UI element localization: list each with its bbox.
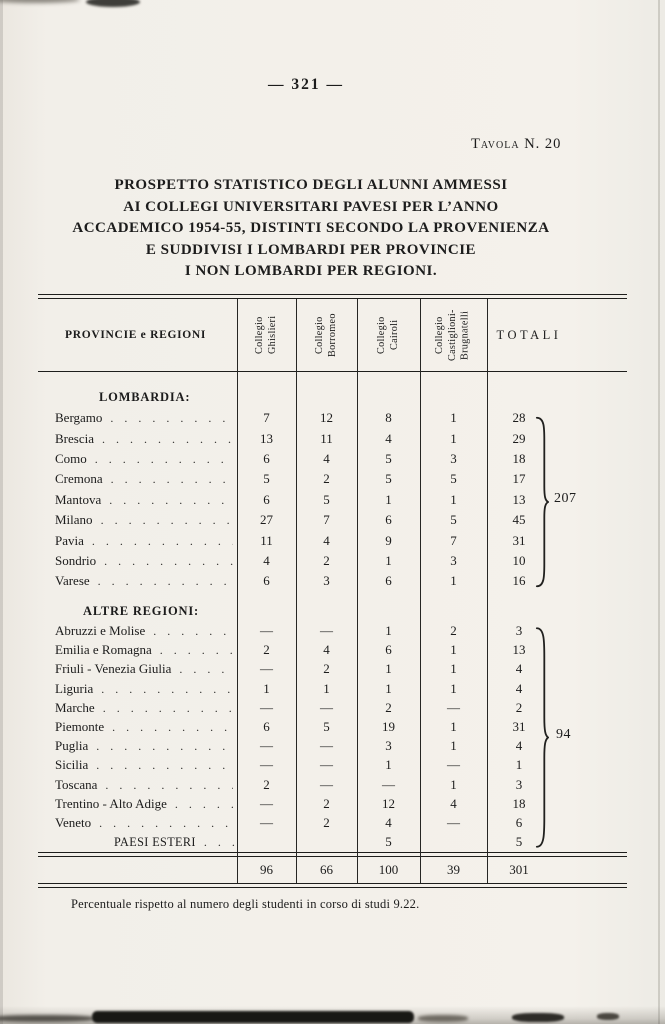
dot-leader	[102, 431, 233, 447]
footnote: Percentuale rispetto al numero degli studenti in corso di studi 9.22.	[71, 897, 420, 911]
group-total-lombardia: 207	[554, 491, 577, 506]
value-cell: 6	[385, 573, 392, 589]
row-total-cell	[487, 796, 627, 812]
scan-artifact	[0, 0, 80, 3]
value-cell: 2	[323, 471, 330, 487]
value-cell: —	[260, 699, 273, 715]
value-cell: 6	[263, 491, 270, 507]
value-cell: —	[260, 661, 273, 677]
value-cell: 2	[385, 699, 392, 715]
value-cell: 3	[385, 738, 392, 754]
row-label-text: Veneto	[55, 814, 92, 830]
row-total-cell	[487, 623, 627, 639]
row-label	[38, 553, 237, 569]
value-cell: 7	[450, 532, 457, 548]
value-cell: 5	[450, 471, 457, 487]
value-cell: 9	[385, 532, 392, 548]
dot-leader	[175, 796, 233, 812]
row-label	[38, 661, 237, 677]
value-cell: 1	[450, 738, 457, 754]
value-cell: 5	[450, 512, 457, 528]
row-label-text: Liguria	[55, 680, 94, 696]
value-cell: 1	[323, 680, 330, 696]
statistics-table	[38, 294, 627, 888]
value-cell: 1	[385, 661, 392, 677]
value-cell: 6	[263, 573, 270, 589]
row-total: 2	[515, 699, 523, 715]
table-body	[38, 372, 627, 852]
title-line: I NON LOMBARDI PER REGIONI.	[184, 263, 438, 280]
title-line: E SUDDIVISI I LOMBARDI PER PROVINCIE	[145, 241, 477, 258]
row-label-text: Varese	[55, 573, 90, 589]
dot-leader	[96, 738, 233, 754]
scan-artifact	[86, 0, 140, 7]
row-total: 3	[515, 776, 523, 792]
value-cell: —	[260, 795, 273, 811]
value-cell: 2	[263, 642, 270, 658]
row-label	[38, 719, 237, 735]
row-label	[38, 512, 237, 528]
value-cell: 5	[385, 471, 392, 487]
dot-leader	[110, 410, 233, 426]
group-brace-lombardia	[534, 416, 549, 588]
row-label-text: Sondrio	[55, 552, 97, 568]
dot-leader	[96, 757, 233, 773]
value-cell: 1	[450, 410, 457, 426]
value-cell: 5	[323, 491, 330, 507]
dot-leader	[101, 681, 233, 697]
row-total-cell	[487, 834, 627, 850]
row-total-cell	[487, 815, 627, 831]
value-cell: 6	[385, 512, 392, 528]
value-cell: 6	[385, 642, 392, 658]
group-brace-altre-regioni	[534, 626, 549, 849]
value-cell: 6	[263, 719, 270, 735]
row-label-text: Brescia	[55, 430, 94, 446]
dot-leader	[204, 835, 237, 850]
row-label	[38, 642, 237, 658]
dot-leader	[92, 533, 233, 549]
value-cell: —	[260, 623, 273, 639]
dot-leader	[160, 642, 233, 658]
document-title	[28, 175, 594, 283]
value-cell: 1	[263, 680, 270, 696]
dot-leader	[99, 815, 233, 831]
row-total-cell	[487, 573, 627, 589]
value-cell: 1	[385, 552, 392, 568]
section-header: LOMBARDIA:	[99, 390, 191, 404]
value-cell: —	[447, 757, 460, 773]
scan-artifact	[658, 0, 660, 1024]
row-label-text: Puglia	[55, 738, 89, 754]
value-cell: 11	[320, 430, 333, 446]
grand-total-cairoli: 100	[378, 861, 399, 877]
value-cell: —	[320, 699, 333, 715]
row-label-text: Piemonte	[55, 719, 105, 735]
row-total-cell	[487, 533, 627, 549]
value-cell: 1	[450, 573, 457, 589]
row-label	[38, 623, 237, 639]
dot-leader	[98, 573, 233, 589]
value-cell: 5	[263, 471, 270, 487]
row-label	[38, 835, 237, 850]
value-cell: 4	[323, 450, 330, 466]
value-cell: 1	[450, 430, 457, 446]
grand-totals-row	[38, 857, 627, 883]
value-cell: 27	[260, 512, 273, 528]
row-label	[38, 681, 237, 697]
table-caption: Tavola N. 20	[471, 136, 562, 152]
row-total-cell	[487, 777, 627, 793]
row-total: 13	[512, 642, 526, 658]
row-label	[38, 431, 237, 447]
value-cell: 4	[323, 642, 330, 658]
row-total: 3	[515, 623, 523, 639]
row-label-text: Trentino - Alto Adige	[55, 795, 167, 811]
page-number: — 321 —	[268, 76, 344, 93]
value-cell: —	[447, 699, 460, 715]
dot-leader	[179, 661, 233, 677]
section-header: ALTRE REGIONI:	[83, 603, 199, 618]
row-label	[38, 533, 237, 549]
row-label-text: Marche	[55, 699, 95, 715]
value-cell: 3	[450, 450, 457, 466]
row-total: 10	[512, 552, 526, 568]
value-cell: 1	[385, 680, 392, 696]
row-total: 28	[512, 410, 526, 426]
row-total-cell	[487, 410, 627, 426]
scan-artifact	[92, 1011, 414, 1023]
value-cell: 4	[385, 430, 392, 446]
row-total-cell	[487, 471, 627, 487]
row-total-cell	[487, 681, 627, 697]
dot-leader	[105, 777, 233, 793]
value-cell: 1	[450, 719, 457, 735]
value-cell: —	[320, 738, 333, 754]
row-total: 17	[512, 471, 526, 487]
row-total: 4	[515, 661, 523, 677]
row-label	[38, 451, 237, 467]
row-label-text: Mantova	[55, 491, 102, 507]
value-cell: 5	[385, 450, 392, 466]
column-divider	[237, 299, 238, 883]
dot-leader	[112, 719, 233, 735]
row-label	[38, 471, 237, 487]
value-cell: 7	[263, 410, 270, 426]
row-label	[38, 777, 237, 793]
row-label-text: Toscana	[55, 776, 98, 792]
row-total-cell	[487, 512, 627, 528]
row-total: 31	[512, 532, 526, 548]
row-total: 4	[515, 738, 523, 754]
row-total: 5	[515, 834, 523, 850]
value-cell: 1	[385, 757, 392, 773]
grand-total-ghislieri: 96	[260, 861, 273, 877]
row-label-text: PAESI ESTERI	[114, 834, 196, 849]
scan-artifact	[597, 1013, 619, 1020]
dot-leader	[103, 700, 233, 716]
scan-artifact	[418, 1015, 468, 1022]
title-line: AI COLLEGI UNIVERSITARI PAVESI PER L’ANNO	[123, 198, 499, 215]
value-cell: 8	[385, 410, 392, 426]
value-cell: 1	[450, 642, 457, 658]
grand-total-overall: 301	[509, 861, 529, 877]
row-total: 6	[515, 814, 523, 830]
row-label	[38, 700, 237, 716]
value-cell: 2	[323, 552, 330, 568]
dot-leader	[101, 512, 233, 528]
row-total: 4	[515, 680, 523, 696]
row-total: 18	[512, 795, 526, 811]
scan-artifact	[0, 0, 3, 1024]
value-cell: 2	[323, 814, 330, 830]
title-line: ACCADEMICO 1954-55, DISTINTI SECONDO LA PROVENIENZA	[72, 220, 550, 237]
value-cell: 5	[385, 834, 392, 850]
dot-leader	[109, 492, 233, 508]
column-header-castiglioni-brugnatelli: Collegio Castiglioni-Brugnatelli	[434, 309, 471, 361]
value-cell: 4	[450, 795, 457, 811]
value-cell: —	[382, 776, 395, 792]
row-label-text: Como	[55, 450, 87, 466]
value-cell: —	[260, 814, 273, 830]
group-total-altre-regioni: 94	[556, 727, 571, 742]
row-total: 1	[515, 757, 523, 773]
value-cell: 4	[385, 814, 392, 830]
row-total-cell	[487, 642, 627, 658]
title-line: PROSPETTO STATISTICO DEGLI ALUNNI AMMESSI	[114, 177, 508, 193]
scan-artifact	[0, 1006, 665, 1024]
row-label	[38, 796, 237, 812]
row-label	[38, 815, 237, 831]
value-cell: —	[260, 757, 273, 773]
row-label-text: Abruzzi e Molise	[55, 623, 146, 639]
value-cell: 12	[382, 795, 395, 811]
column-header-ghislieri: Collegio Ghislieri	[253, 315, 278, 355]
value-cell: 12	[320, 410, 333, 426]
value-cell: 13	[260, 430, 273, 446]
row-total-cell	[487, 757, 627, 773]
value-cell: —	[320, 776, 333, 792]
table-bottom-rule	[38, 883, 627, 888]
value-cell: 4	[263, 552, 270, 568]
table-header-row	[38, 299, 627, 371]
column-header-borromeo: Collegio Borromeo	[313, 313, 338, 357]
row-total: 45	[512, 512, 526, 528]
row-label-text: Friuli - Venezia Giulia	[55, 661, 172, 677]
value-cell: 3	[323, 573, 330, 589]
row-total-cell	[487, 661, 627, 677]
value-cell: 2	[450, 623, 457, 639]
column-header-totali: TOTALI	[496, 327, 562, 342]
column-divider	[296, 299, 297, 883]
row-total: 13	[512, 491, 526, 507]
value-cell: 2	[263, 776, 270, 792]
row-label-text: Emilia e Romagna	[55, 642, 152, 658]
value-cell: 6	[263, 450, 270, 466]
column-divider	[420, 299, 421, 883]
scan-artifact	[0, 1015, 94, 1022]
value-cell: 4	[323, 532, 330, 548]
row-total: 29	[512, 430, 526, 446]
grand-total-castiglioni: 39	[447, 861, 460, 877]
dot-leader	[111, 471, 233, 487]
grand-total-borromeo: 66	[320, 861, 333, 877]
row-label	[38, 410, 237, 426]
row-label-text: Milano	[55, 512, 93, 528]
row-label	[38, 738, 237, 754]
column-header-cairoli: Collegio Cairoli	[375, 316, 400, 354]
row-label	[38, 573, 237, 589]
row-label	[38, 492, 237, 508]
value-cell: 1	[385, 623, 392, 639]
row-label-text: Pavia	[55, 532, 84, 548]
row-label	[38, 757, 237, 773]
row-total: 31	[512, 719, 526, 735]
row-label-text: Sicilia	[55, 757, 89, 773]
value-cell: —	[320, 623, 333, 639]
value-cell: 1	[385, 491, 392, 507]
column-divider	[487, 299, 488, 883]
value-cell: 1	[450, 680, 457, 696]
row-label-text: Bergamo	[55, 410, 103, 426]
value-cell: 7	[323, 512, 330, 528]
row-total-cell	[487, 431, 627, 447]
row-total: 18	[512, 450, 526, 466]
value-cell: 2	[323, 795, 330, 811]
grand-total-overall-cell	[487, 862, 627, 878]
value-cell: 1	[450, 491, 457, 507]
value-cell: 3	[450, 552, 457, 568]
row-label-text: Cremona	[55, 471, 103, 487]
value-cell: 11	[260, 532, 273, 548]
row-total: 16	[512, 573, 526, 589]
scan-artifact	[512, 1013, 564, 1022]
row-total-cell	[487, 553, 627, 569]
dot-leader	[95, 451, 233, 467]
value-cell: 1	[450, 776, 457, 792]
dot-leader	[104, 553, 233, 569]
column-header-provincie-regioni: PROVINCIE e REGIONI	[65, 329, 207, 341]
value-cell: 19	[382, 719, 395, 735]
value-cell: —	[260, 738, 273, 754]
value-cell: 2	[323, 661, 330, 677]
value-cell: 1	[450, 661, 457, 677]
value-cell: —	[447, 814, 460, 830]
column-divider	[357, 299, 358, 883]
value-cell: —	[320, 757, 333, 773]
dot-leader	[153, 623, 233, 639]
row-total-cell	[487, 700, 627, 716]
value-cell: 5	[323, 719, 330, 735]
row-total-cell	[487, 451, 627, 467]
